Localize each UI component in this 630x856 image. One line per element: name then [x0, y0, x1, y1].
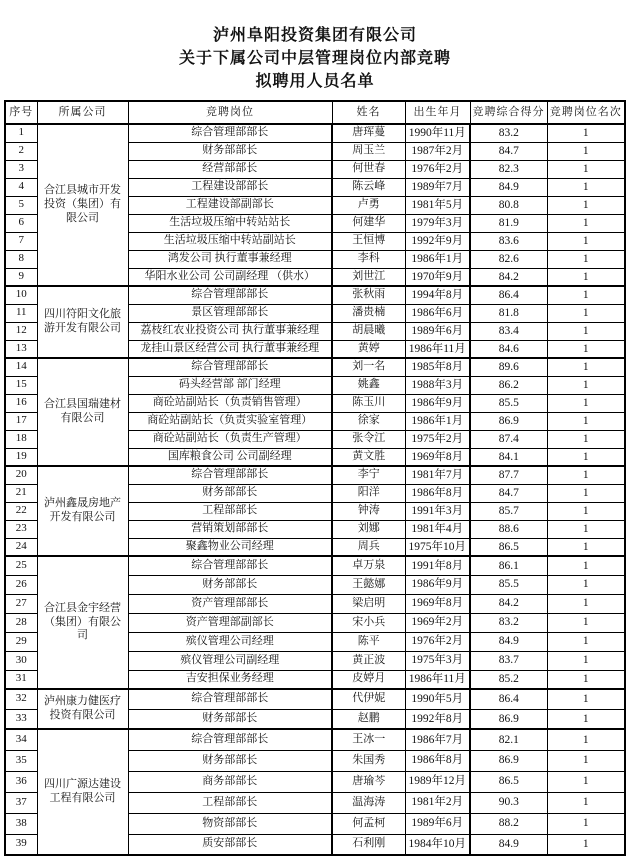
cell-score: 84.6	[470, 340, 547, 358]
cell-score: 82.1	[470, 729, 547, 750]
cell-name: 刘娜	[332, 520, 405, 538]
cell-birth: 1985年8月	[405, 358, 470, 376]
cell-position: 财务部部长	[128, 142, 332, 160]
cell-position: 综合管理部部长	[128, 466, 332, 484]
cell-seq: 25	[5, 556, 37, 575]
cell-name: 黄正波	[332, 651, 405, 670]
cell-position: 殡仪管理公司副经理	[128, 651, 332, 670]
cell-birth: 1975年10月	[405, 538, 470, 556]
cell-position: 华阳水业公司 公司副经理 （供水）	[128, 268, 332, 286]
cell-name: 皮婷月	[332, 670, 405, 689]
cell-position: 国库粮食公司 公司副经理	[128, 448, 332, 466]
cell-seq: 21	[5, 484, 37, 502]
cell-position: 殡仪管理公司经理	[128, 632, 332, 651]
cell-score: 89.6	[470, 358, 547, 376]
cell-rank: 1	[547, 412, 625, 430]
cell-rank: 1	[547, 651, 625, 670]
cell-position: 物资部部长	[128, 813, 332, 834]
cell-name: 王恒博	[332, 232, 405, 250]
column-header-2: 竞聘岗位	[128, 101, 332, 124]
table-body	[5, 124, 625, 855]
cell-birth: 1989年7月	[405, 178, 470, 196]
cell-score: 84.9	[470, 632, 547, 651]
cell-score: 81.8	[470, 304, 547, 322]
cell-score: 84.2	[470, 594, 547, 613]
cell-name: 何建华	[332, 214, 405, 232]
column-header-1: 所属公司	[37, 101, 128, 124]
cell-position: 景区管理部部长	[128, 304, 332, 322]
document-title	[0, 0, 630, 93]
cell-score: 83.4	[470, 322, 547, 340]
cell-name: 张令江	[332, 430, 405, 448]
table-row	[5, 556, 625, 575]
cell-seq: 39	[5, 834, 37, 855]
cell-score: 85.7	[470, 502, 547, 520]
cell-birth: 1991年8月	[405, 556, 470, 575]
cell-company: 合江县金宇经营（集团）有限公司	[37, 556, 128, 689]
cell-company: 合江县城市开发投资（集团）有限公司	[37, 124, 128, 286]
title-line-3: 拟聘用人员名单	[255, 73, 375, 90]
cell-birth: 1988年3月	[405, 376, 470, 394]
cell-rank: 1	[547, 448, 625, 466]
cell-name: 王冰一	[332, 729, 405, 750]
cell-birth: 1989年6月	[405, 322, 470, 340]
cell-birth: 1986年8月	[405, 750, 470, 771]
cell-name: 卢勇	[332, 196, 405, 214]
cell-seq: 17	[5, 412, 37, 430]
cell-birth: 1992年8月	[405, 709, 470, 729]
cell-seq: 4	[5, 178, 37, 196]
cell-birth: 1992年9月	[405, 232, 470, 250]
cell-name: 陈平	[332, 632, 405, 651]
cell-birth: 1986年8月	[405, 484, 470, 502]
cell-position: 资产管理部部长	[128, 594, 332, 613]
cell-rank: 1	[547, 771, 625, 792]
cell-score: 86.1	[470, 556, 547, 575]
column-header-0: 序号	[5, 101, 37, 124]
cell-seq: 34	[5, 729, 37, 750]
cell-rank: 1	[547, 232, 625, 250]
cell-name: 阳洋	[332, 484, 405, 502]
cell-position: 财务部部长	[128, 484, 332, 502]
cell-rank: 1	[547, 729, 625, 750]
cell-position: 质安部部长	[128, 834, 332, 855]
cell-birth: 1975年3月	[405, 651, 470, 670]
cell-seq: 12	[5, 322, 37, 340]
cell-name: 周玉兰	[332, 142, 405, 160]
cell-seq: 14	[5, 358, 37, 376]
cell-rank: 1	[547, 268, 625, 286]
cell-rank: 1	[547, 160, 625, 178]
cell-score: 86.4	[470, 286, 547, 304]
cell-seq: 1	[5, 124, 37, 142]
table-row	[5, 689, 625, 709]
cell-birth: 1989年12月	[405, 771, 470, 792]
cell-birth: 1981年5月	[405, 196, 470, 214]
cell-birth: 1969年8月	[405, 448, 470, 466]
cell-name: 刘一名	[332, 358, 405, 376]
cell-company: 合江县国瑞建材有限公司	[37, 358, 128, 466]
cell-name: 陈玉川	[332, 394, 405, 412]
cell-birth: 1984年10月	[405, 834, 470, 855]
cell-position: 资产管理部副部长	[128, 613, 332, 632]
cell-rank: 1	[547, 484, 625, 502]
cell-birth: 1969年8月	[405, 594, 470, 613]
cell-score: 87.7	[470, 466, 547, 484]
cell-position: 工程建设部副部长	[128, 196, 332, 214]
cell-birth: 1990年11月	[405, 124, 470, 142]
cell-seq: 38	[5, 813, 37, 834]
cell-birth: 1986年11月	[405, 670, 470, 689]
cell-seq: 29	[5, 632, 37, 651]
cell-birth: 1970年9月	[405, 268, 470, 286]
cell-birth: 1990年5月	[405, 689, 470, 709]
cell-name: 朱国秀	[332, 750, 405, 771]
cell-rank: 1	[547, 670, 625, 689]
cell-rank: 1	[547, 689, 625, 709]
cell-birth: 1987年2月	[405, 142, 470, 160]
cell-seq: 30	[5, 651, 37, 670]
cell-position: 生活垃圾压缩中转站副站长	[128, 232, 332, 250]
cell-rank: 1	[547, 340, 625, 358]
cell-seq: 15	[5, 376, 37, 394]
cell-name: 胡晨曦	[332, 322, 405, 340]
cell-position: 龙挂山景区经营公司 执行董事兼经理	[128, 340, 332, 358]
cell-birth: 1981年7月	[405, 466, 470, 484]
cell-birth: 1991年3月	[405, 502, 470, 520]
cell-rank: 1	[547, 792, 625, 813]
cell-company: 泸州康力健医疗投资有限公司	[37, 689, 128, 729]
cell-rank: 1	[547, 632, 625, 651]
cell-position: 营销策划部部长	[128, 520, 332, 538]
cell-name: 黄文胜	[332, 448, 405, 466]
cell-rank: 1	[547, 538, 625, 556]
cell-name: 何世春	[332, 160, 405, 178]
cell-rank: 1	[547, 709, 625, 729]
cell-birth: 1986年9月	[405, 394, 470, 412]
cell-seq: 24	[5, 538, 37, 556]
cell-position: 工程部部长	[128, 792, 332, 813]
table-header-row	[5, 101, 625, 124]
cell-rank: 1	[547, 502, 625, 520]
table-row	[5, 286, 625, 304]
cell-rank: 1	[547, 196, 625, 214]
cell-birth: 1989年6月	[405, 813, 470, 834]
cell-company: 四川符阳文化旅游开发有限公司	[37, 286, 128, 358]
cell-rank: 1	[547, 376, 625, 394]
cell-rank: 1	[547, 322, 625, 340]
title-line-1: 泸州阜阳投资集团有限公司	[212, 27, 417, 44]
cell-rank: 1	[547, 466, 625, 484]
cell-name: 赵鹏	[332, 709, 405, 729]
table-row	[5, 358, 625, 376]
cell-position: 码头经营部 部门经理	[128, 376, 332, 394]
cell-seq: 27	[5, 594, 37, 613]
cell-name: 潘贵楠	[332, 304, 405, 322]
cell-position: 综合管理部部长	[128, 729, 332, 750]
cell-seq: 16	[5, 394, 37, 412]
cell-position: 工程建设部部长	[128, 178, 332, 196]
cell-rank: 1	[547, 214, 625, 232]
cell-birth: 1986年1月	[405, 250, 470, 268]
cell-position: 综合管理部部长	[128, 286, 332, 304]
cell-birth: 1981年2月	[405, 792, 470, 813]
cell-name: 梁启明	[332, 594, 405, 613]
cell-rank: 1	[547, 575, 625, 594]
cell-position: 吉安担保业务经理	[128, 670, 332, 689]
cell-score: 82.3	[470, 160, 547, 178]
cell-score: 86.4	[470, 689, 547, 709]
cell-seq: 32	[5, 689, 37, 709]
cell-position: 综合管理部部长	[128, 124, 332, 142]
cell-name: 唐瑜芩	[332, 771, 405, 792]
cell-position: 荔枝红农业投资公司 执行董事兼经理	[128, 322, 332, 340]
cell-score: 83.2	[470, 613, 547, 632]
cell-seq: 8	[5, 250, 37, 268]
cell-score: 80.8	[470, 196, 547, 214]
cell-seq: 22	[5, 502, 37, 520]
cell-score: 88.6	[470, 520, 547, 538]
cell-name: 唐珲蔓	[332, 124, 405, 142]
cell-seq: 33	[5, 709, 37, 729]
cell-rank: 1	[547, 613, 625, 632]
cell-rank: 1	[547, 750, 625, 771]
column-header-4: 出生年月	[405, 101, 470, 124]
cell-score: 84.1	[470, 448, 547, 466]
cell-rank: 1	[547, 142, 625, 160]
table-row	[5, 124, 625, 142]
cell-name: 徐家	[332, 412, 405, 430]
cell-seq: 9	[5, 268, 37, 286]
cell-rank: 1	[547, 286, 625, 304]
table-header	[5, 101, 625, 124]
cell-position: 商砼站副站长（负责实验室管理）	[128, 412, 332, 430]
cell-name: 卓万泉	[332, 556, 405, 575]
cell-name: 温海涛	[332, 792, 405, 813]
cell-seq: 5	[5, 196, 37, 214]
cell-score: 86.2	[470, 376, 547, 394]
table-row	[5, 466, 625, 484]
cell-birth: 1986年11月	[405, 340, 470, 358]
cell-position: 综合管理部部长	[128, 556, 332, 575]
cell-name: 陈云峰	[332, 178, 405, 196]
cell-rank: 1	[547, 594, 625, 613]
cell-rank: 1	[547, 394, 625, 412]
table-row	[5, 729, 625, 750]
cell-seq: 28	[5, 613, 37, 632]
cell-score: 86.9	[470, 412, 547, 430]
cell-seq: 31	[5, 670, 37, 689]
cell-birth: 1994年8月	[405, 286, 470, 304]
cell-company: 四川广源达建设工程有限公司	[37, 729, 128, 855]
cell-birth: 1986年9月	[405, 575, 470, 594]
cell-position: 综合管理部部长	[128, 689, 332, 709]
cell-rank: 1	[547, 813, 625, 834]
cell-position: 财务部部长	[128, 709, 332, 729]
cell-rank: 1	[547, 834, 625, 855]
cell-position: 工程部部长	[128, 502, 332, 520]
cell-score: 86.5	[470, 538, 547, 556]
cell-rank: 1	[547, 250, 625, 268]
cell-score: 83.7	[470, 651, 547, 670]
cell-score: 85.2	[470, 670, 547, 689]
cell-name: 何孟柯	[332, 813, 405, 834]
cell-score: 85.5	[470, 575, 547, 594]
cell-score: 84.9	[470, 834, 547, 855]
cell-rank: 1	[547, 520, 625, 538]
cell-seq: 35	[5, 750, 37, 771]
cell-seq: 26	[5, 575, 37, 594]
cell-score: 84.7	[470, 484, 547, 502]
cell-position: 财务部部长	[128, 575, 332, 594]
cell-score: 84.2	[470, 268, 547, 286]
cell-score: 83.2	[470, 124, 547, 142]
cell-name: 张秋雨	[332, 286, 405, 304]
cell-name: 王懿娜	[332, 575, 405, 594]
cell-score: 88.2	[470, 813, 547, 834]
cell-position: 商砼站副站长（负责销售管理）	[128, 394, 332, 412]
cell-position: 鸿发公司 执行董事兼经理	[128, 250, 332, 268]
cell-birth: 1986年6月	[405, 304, 470, 322]
cell-seq: 10	[5, 286, 37, 304]
cell-position: 财务部部长	[128, 750, 332, 771]
cell-position: 商砼站副站长（负责生产管理）	[128, 430, 332, 448]
column-header-6: 竞聘岗位名次	[547, 101, 625, 124]
cell-birth: 1979年3月	[405, 214, 470, 232]
cell-seq: 18	[5, 430, 37, 448]
cell-birth: 1976年2月	[405, 160, 470, 178]
cell-name: 李科	[332, 250, 405, 268]
cell-name: 周兵	[332, 538, 405, 556]
cell-company: 泸州鑫晟房地产开发有限公司	[37, 466, 128, 556]
cell-rank: 1	[547, 124, 625, 142]
cell-name: 姚鑫	[332, 376, 405, 394]
cell-seq: 3	[5, 160, 37, 178]
cell-seq: 37	[5, 792, 37, 813]
cell-rank: 1	[547, 304, 625, 322]
cell-birth: 1976年2月	[405, 632, 470, 651]
cell-position: 综合管理部部长	[128, 358, 332, 376]
cell-score: 81.9	[470, 214, 547, 232]
cell-position: 商务部部长	[128, 771, 332, 792]
cell-rank: 1	[547, 358, 625, 376]
cell-seq: 20	[5, 466, 37, 484]
personnel-table	[4, 100, 626, 856]
cell-score: 87.4	[470, 430, 547, 448]
cell-seq: 6	[5, 214, 37, 232]
cell-rank: 1	[547, 556, 625, 575]
cell-position: 生活垃圾压缩中转站站长	[128, 214, 332, 232]
cell-birth: 1969年2月	[405, 613, 470, 632]
cell-seq: 19	[5, 448, 37, 466]
cell-score: 90.3	[470, 792, 547, 813]
cell-birth: 1981年4月	[405, 520, 470, 538]
cell-seq: 13	[5, 340, 37, 358]
cell-name: 石利刚	[332, 834, 405, 855]
cell-birth: 1986年1月	[405, 412, 470, 430]
column-header-5: 竞聘综合得分	[470, 101, 547, 124]
cell-name: 钟涛	[332, 502, 405, 520]
cell-score: 86.5	[470, 771, 547, 792]
cell-position: 聚鑫物业公司经理	[128, 538, 332, 556]
cell-seq: 7	[5, 232, 37, 250]
cell-name: 李宁	[332, 466, 405, 484]
cell-score: 86.9	[470, 709, 547, 729]
cell-score: 86.9	[470, 750, 547, 771]
column-header-3: 姓名	[332, 101, 405, 124]
cell-seq: 23	[5, 520, 37, 538]
cell-position: 经营部部长	[128, 160, 332, 178]
cell-score: 83.6	[470, 232, 547, 250]
cell-name: 黄婷	[332, 340, 405, 358]
cell-score: 84.7	[470, 142, 547, 160]
cell-score: 82.6	[470, 250, 547, 268]
cell-seq: 36	[5, 771, 37, 792]
cell-score: 84.9	[470, 178, 547, 196]
cell-rank: 1	[547, 430, 625, 448]
cell-birth: 1986年7月	[405, 729, 470, 750]
cell-birth: 1975年2月	[405, 430, 470, 448]
cell-rank: 1	[547, 178, 625, 196]
cell-name: 代伊妮	[332, 689, 405, 709]
cell-name: 宋小兵	[332, 613, 405, 632]
cell-seq: 2	[5, 142, 37, 160]
cell-score: 85.5	[470, 394, 547, 412]
title-line-2: 关于下属公司中层管理岗位内部竞聘	[178, 50, 451, 67]
cell-seq: 11	[5, 304, 37, 322]
cell-name: 刘世江	[332, 268, 405, 286]
